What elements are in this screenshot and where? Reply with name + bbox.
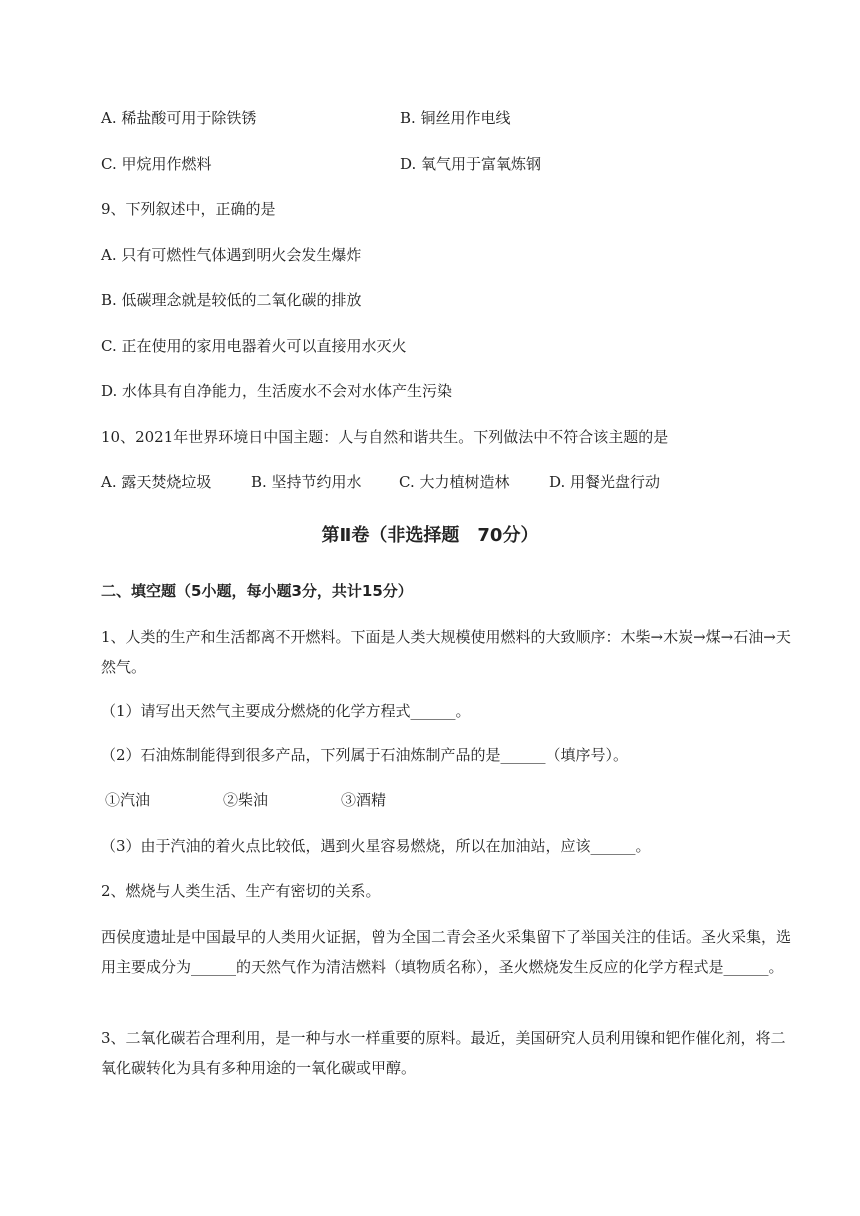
f2-paragraph: 西侯度遗址是中国最早的人类用火证据，曾为全国二青会圣火采集留下了举国关注的佳话。圣火采集，选用主要成分为______的天然气作为清洁燃料（填物质名称），圣火燃烧发生反应的化学方程式是______。 xyxy=(101,928,792,976)
f2-stem: 2、燃烧与人类生活、生产有密切的关系。 xyxy=(101,882,381,900)
q9-option-a: A. 只有可燃性气体遇到明火会发生爆炸 xyxy=(101,246,362,264)
q8-option-c: C. 甲烷用作燃料 xyxy=(101,155,212,173)
f1-sub2: （2）石油炼制能得到很多产品，下列属于石油炼制产品的是______（填序号）。 xyxy=(101,746,629,764)
q9-option-b: B. 低碳理念就是较低的二氧化碳的排放 xyxy=(101,291,362,309)
q10-option-c: C. 大力植树造林 xyxy=(399,473,510,491)
f1-option-3: ③酒精 xyxy=(341,791,387,809)
f1-stem: 1、人类的生产和生活都离不开燃料。下面是人类大规模使用燃料的大致顺序：木柴→木炭→煤→石油→天然气。 xyxy=(101,628,791,676)
section2-title: 二、填空题（5小题，每小题3分，共计15分） xyxy=(101,582,413,600)
part2-title: 第Ⅱ卷（非选择题 70分） xyxy=(321,525,539,546)
f3-stem: 3、二氧化碳若合理利用，是一种与水一样重要的原料。最近，美国研究人员利用镍和钯作催化剂，将二氧化碳转化为具有多种用途的一氧化碳或甲醇。 xyxy=(101,1029,786,1077)
q9-option-d: D. 水体具有自净能力，生活废水不会对水体产生污染 xyxy=(101,382,453,400)
q10-option-d: D. 用餐光盘行动 xyxy=(549,473,661,491)
f1-option-2: ②柴油 xyxy=(223,791,269,809)
q10-option-b: B. 坚持节约用水 xyxy=(251,473,362,491)
q10-option-a: A. 露天焚烧垃圾 xyxy=(101,473,212,491)
f1-option-1: ①汽油 xyxy=(105,791,151,809)
q8-option-b: B. 铜丝用作电线 xyxy=(400,109,511,127)
q10-options xyxy=(101,472,660,492)
f1-sub3: （3）由于汽油的着火点比较低，遇到火星容易燃烧，所以在加油站，应该______。 xyxy=(101,837,651,855)
q9-stem: 9、下列叙述中，正确的是 xyxy=(101,200,276,218)
f1-sub1: （1）请写出天然气主要成分燃烧的化学方程式______。 xyxy=(101,702,471,720)
q8-option-d: D. 氧气用于富氧炼钢 xyxy=(400,155,542,173)
q10-stem: 10、2021年世界环境日中国主题：人与自然和谐共生。下列做法中不符合该主题的是 xyxy=(101,428,669,446)
q9-option-c: C. 正在使用的家用电器着火可以直接用水灭火 xyxy=(101,337,407,355)
q8-option-a: A. 稀盐酸可用于除铁锈 xyxy=(101,109,257,127)
f1-options xyxy=(105,790,386,810)
